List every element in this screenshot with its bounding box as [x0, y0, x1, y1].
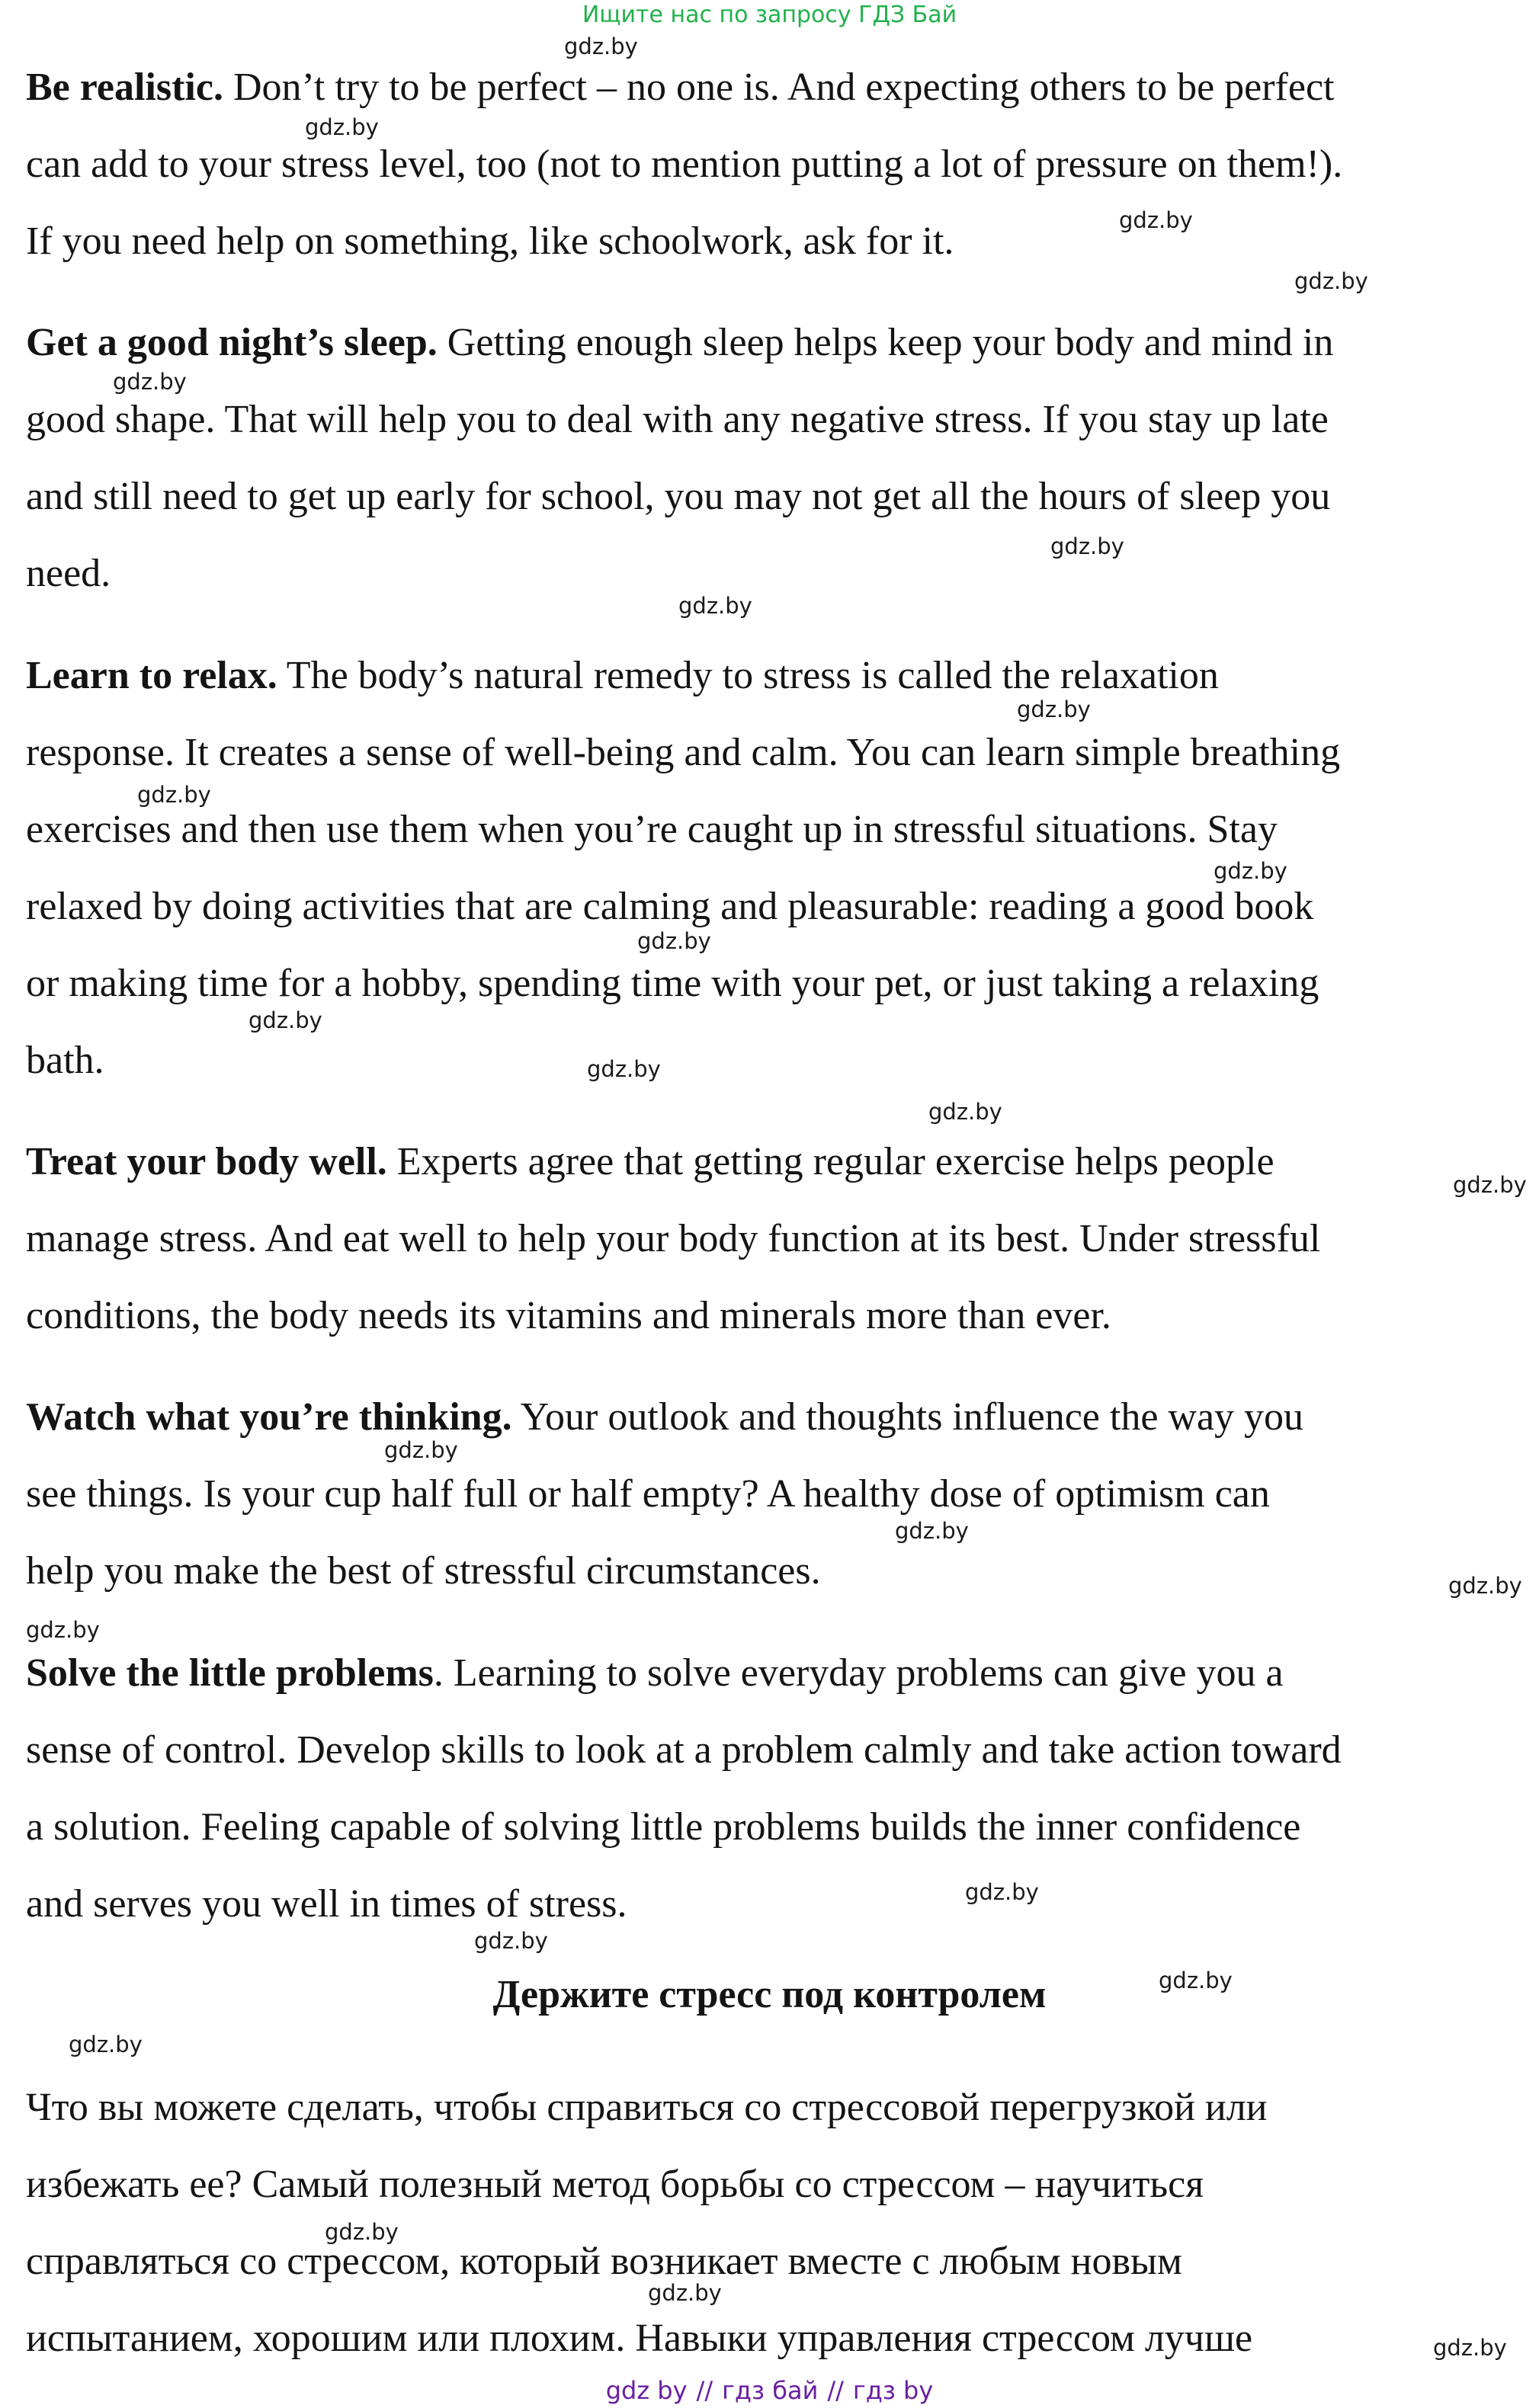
footer-link-gdz-by[interactable]: gdz by [605, 2376, 688, 2405]
paragraph-line: exercises and then use them when you’re caught up in stressful situations. Stay [26, 808, 1278, 851]
paragraph-title: Watch what you’re thinking. [26, 1395, 512, 1439]
watermark: gdz.by [305, 114, 379, 140]
watermark: gdz.by [928, 1099, 1002, 1125]
watermark: gdz.by [965, 1879, 1039, 1905]
watermark: gdz.by [248, 1007, 322, 1033]
paragraph-line: bath. [26, 1039, 104, 1082]
watermark: gdz.by [1119, 207, 1193, 233]
paragraph-line: can add to your stress level, too (not to mention putting a lot of pressure on them!). [26, 142, 1343, 186]
paragraph-treat-body-well [26, 1123, 1520, 1354]
paragraph-be-realistic [26, 49, 1520, 280]
watermark: gdz.by [895, 1518, 969, 1544]
paragraph-line: response. It creates a sense of well-being and calm. You can learn simple breathing [26, 731, 1341, 774]
watermark: gdz.by [1214, 858, 1287, 884]
paragraph-line: Что вы можете сделать, чтобы справиться со стрессовой перегрузкой или [26, 2086, 1268, 2129]
paragraph-good-sleep [26, 304, 1520, 612]
paragraph-line: manage stress. And eat well to help your body function at its best. Under stressful [26, 1217, 1321, 1260]
watermark: gdz.by [69, 2032, 143, 2057]
paragraph-line: a solution. Feeling capable of solving little problems builds the inner confidence [26, 1805, 1301, 1849]
paragraph-line: see things. Is your cup half full or half empty? A healthy dose of optimism can [26, 1472, 1270, 1516]
watermark: gdz.by [1433, 2335, 1507, 2361]
paragraph-title: Treat your body well. [26, 1140, 387, 1183]
watermark: gdz.by [587, 1056, 661, 1082]
section-heading-ru: Держите стресс под контролем [492, 1973, 1047, 2016]
paragraph-line: sense of control. Develop skills to look at a problem calmly and take action toward [26, 1728, 1342, 1772]
paragraph-line: Treat your body well. Experts agree that getting regular exercise helps people [26, 1140, 1274, 1183]
paragraph-line: relaxed by doing activities that are calming and pleasurable: reading a good book [26, 885, 1314, 928]
paragraph-line: If you need help on something, like schoolwork, ask for it. [26, 219, 954, 263]
paragraph-line: Be realistic. Don’t try to be perfect – no one is. And expecting others to be perfect [26, 66, 1335, 109]
watermark: gdz.by [113, 369, 187, 395]
watermark: gdz.by [564, 34, 638, 59]
paragraph-line: Learn to relax. The body’s natural remedy to stress is called the relaxation [26, 654, 1219, 697]
paragraph-title: Learn to relax. [26, 654, 277, 697]
paragraph-line: need. [26, 552, 111, 595]
paragraph-line: избежать ее? Самый полезный метод борьбы со стрессом – научиться [26, 2163, 1204, 2206]
watermark: gdz.by [1294, 268, 1368, 294]
paragraph-line: Watch what you’re thinking. Your outlook and thoughts influence the way you [26, 1395, 1304, 1439]
watermark: gdz.by [26, 1617, 100, 1643]
paragraph-title: Solve the little problems [26, 1651, 434, 1695]
site-banner: Ищите нас по запросу ГДЗ Бай [582, 2, 957, 28]
watermark: gdz.by [474, 1928, 548, 1954]
watermark: gdz.by [1017, 696, 1091, 722]
watermark: gdz.by [1050, 533, 1124, 559]
paragraph-line: испытанием, хорошим или плохим. Навыки управления стрессом лучше [26, 2317, 1253, 2360]
footer-separator: // [696, 2376, 713, 2405]
paragraph-title: Be realistic. [26, 66, 223, 109]
paragraph-line: help you make the best of stressful circumstances. [26, 1549, 821, 1593]
paragraph-watch-thinking [26, 1379, 1520, 1609]
paragraph-line: and still need to get up early for school, you may not get all the hours of sleep you [26, 475, 1331, 518]
watermark: gdz.by [648, 2280, 722, 2306]
watermark: gdz.by [325, 2219, 399, 2245]
footer-link-gdz-bai[interactable]: гдз бай [722, 2376, 819, 2405]
paragraph-line: good shape. That will help you to deal with any negative stress. If you stay up late [26, 398, 1329, 441]
paragraph-solve-little-problems [26, 1635, 1520, 1942]
paragraph-line: and serves you well in times of stress. [26, 1882, 627, 1926]
paragraph-line: conditions, the body needs its vitamins and minerals more than ever. [26, 1294, 1111, 1337]
paragraph-line: or making time for a hobby, spending time with your pet, or just taking a relaxing [26, 962, 1319, 1005]
watermark: gdz.by [1159, 1968, 1233, 1993]
watermark: gdz.by [678, 593, 752, 619]
watermark: gdz.by [637, 928, 711, 954]
watermark: gdz.by [1453, 1172, 1527, 1198]
footer-separator: // [827, 2376, 844, 2405]
watermark: gdz.by [137, 782, 211, 808]
watermark: gdz.by [1448, 1573, 1522, 1599]
watermark: gdz.by [384, 1437, 458, 1463]
footer-links [0, 2376, 1539, 2405]
paragraph-ru [26, 2069, 1520, 2377]
footer-link-gdz-by-ru[interactable]: гдз by [852, 2376, 934, 2405]
paragraph-line: Solve the little problems. Learning to solve everyday problems can give you a [26, 1651, 1284, 1695]
paragraph-line: Get a good night’s sleep. Getting enough sleep helps keep your body and mind in [26, 321, 1334, 364]
paragraph-line: справляться со стрессом, который возникает вместе с любым новым [26, 2240, 1182, 2283]
paragraph-title: Get a good night’s sleep. [26, 321, 438, 364]
